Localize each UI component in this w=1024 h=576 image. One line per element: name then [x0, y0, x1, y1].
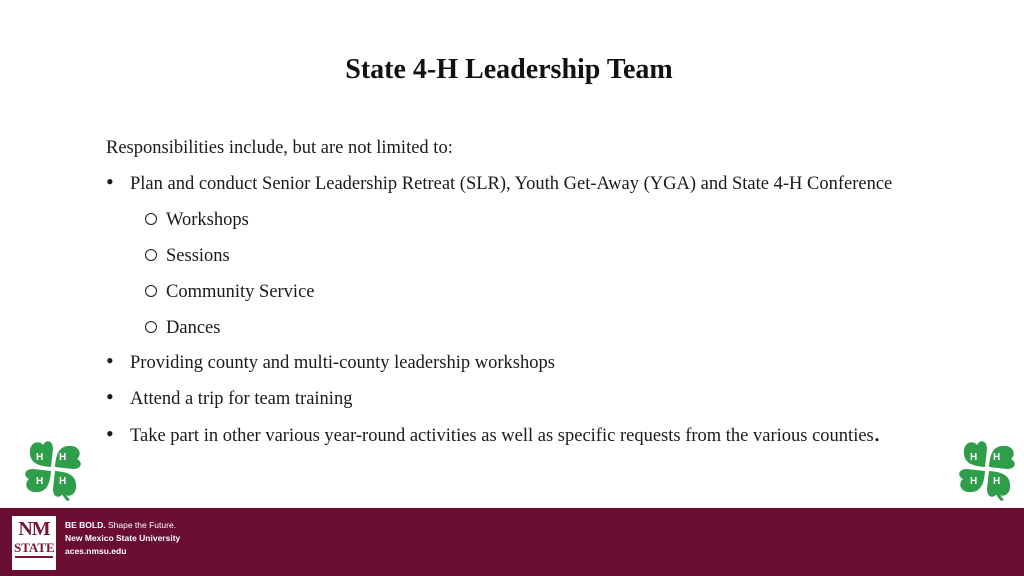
bullet-icon: • — [106, 384, 114, 409]
sub-item — [145, 318, 220, 339]
sub-item-text: Community Service — [166, 282, 315, 302]
circle-bullet-icon — [145, 285, 157, 297]
clover-letter: H — [59, 476, 67, 487]
clover-letter: H — [36, 452, 44, 463]
bullet-icon: • — [106, 169, 114, 194]
bullet-text: Take part in other various year-round activities as well as specific requests from the various counties — [130, 426, 874, 446]
logo-nm-text: NM — [18, 518, 50, 540]
bullet-item — [106, 169, 893, 195]
circle-bullet-icon — [145, 213, 157, 225]
clover-letter: H — [970, 476, 978, 487]
bullet-text: Plan and conduct Senior Leadership Retreat (SLR), Youth Get-Away (YGA) and State 4-H Conference — [130, 174, 893, 194]
tagline-rest: Shape the Future. — [105, 520, 177, 530]
circle-bullet-icon — [145, 321, 157, 333]
tagline-bold: BE BOLD. — [65, 520, 106, 530]
footer-text — [65, 519, 180, 558]
footer-tagline — [65, 519, 180, 532]
sub-item — [145, 246, 230, 267]
bullet-text: Attend a trip for team training — [130, 389, 353, 409]
slide-title: State 4-H Leadership Team — [345, 54, 673, 85]
bullet-item — [106, 348, 555, 374]
4-h-clover-icon — [20, 436, 86, 502]
bullet-icon: • — [106, 421, 114, 446]
clover-letter: H — [36, 476, 44, 487]
logo-rule — [15, 556, 53, 558]
sub-item-text: Sessions — [166, 246, 230, 266]
clover-letter: H — [970, 452, 978, 463]
sub-item-text: Dances — [166, 318, 221, 338]
circle-bullet-icon — [145, 249, 157, 261]
bullet-icon: • — [106, 348, 114, 373]
intro-text: Responsibilities include, but are not limited to: — [106, 138, 453, 158]
clover-letter: H — [993, 476, 1001, 487]
logo-state-text: STATE — [14, 540, 55, 555]
sub-item-text: Workshops — [166, 210, 249, 230]
sub-item — [145, 210, 249, 231]
footer-bar — [0, 508, 1024, 576]
clover-letter: H — [993, 452, 1001, 463]
nmsu-logo — [12, 516, 56, 570]
bullet-item — [106, 418, 881, 447]
4-h-clover-icon — [954, 436, 1020, 502]
footer-university: New Mexico State University — [65, 533, 181, 543]
bullet-item — [106, 384, 353, 410]
bullet-period: . — [873, 418, 881, 447]
footer-website[interactable]: aces.nmsu.edu — [65, 546, 127, 556]
clover-letter: H — [59, 452, 67, 463]
sub-item — [145, 282, 315, 303]
bullet-text: Providing county and multi-county leadership workshops — [130, 353, 555, 373]
